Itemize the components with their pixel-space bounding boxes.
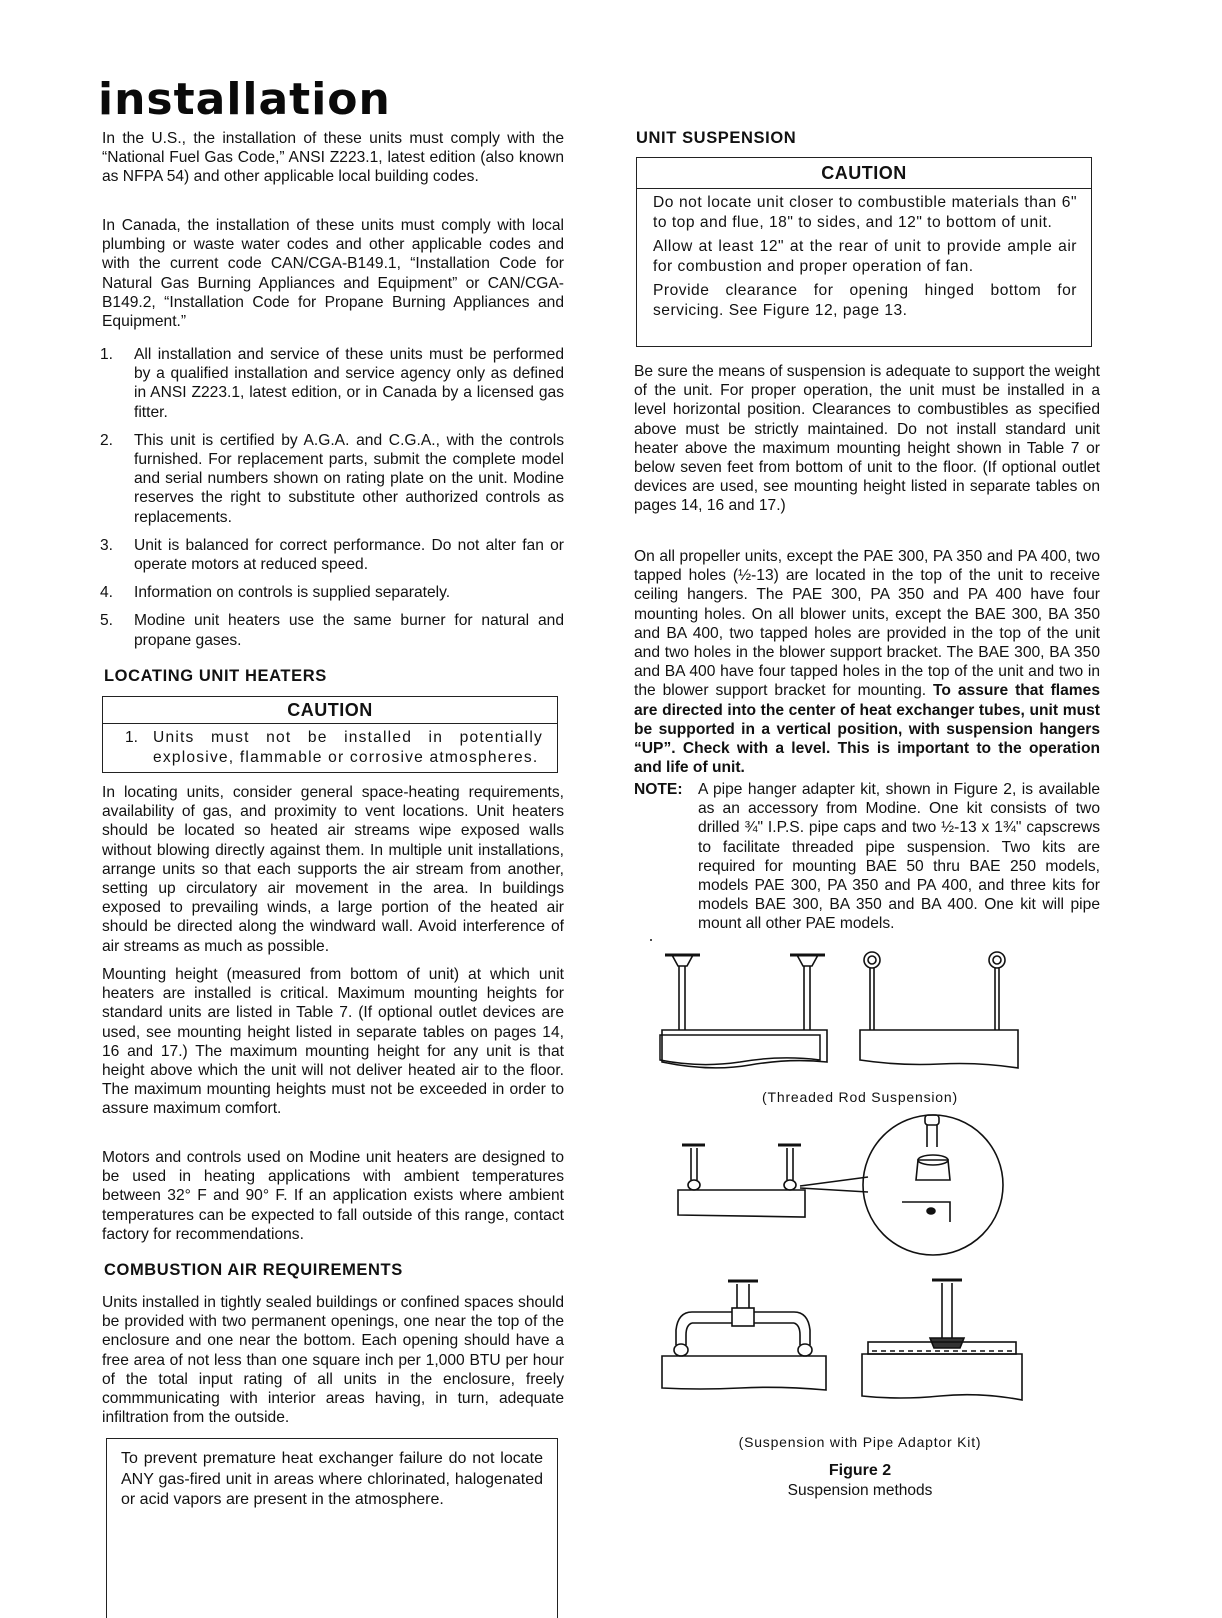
figure-2-drawings — [650, 940, 1070, 1440]
list-item — [100, 345, 564, 422]
intro-us-text: In the U.S., the installation of these units must comply with the “National Fuel Gas Code,” ANSI Z223.1, latest edition (also known as NFPA 54) and other applicable local building codes. — [102, 130, 564, 186]
locating-heading: LOCATING UNIT HEATERS — [104, 667, 327, 685]
combustion-paragraph — [102, 1293, 564, 1427]
figure-title: Figure 2 — [828, 1462, 892, 1479]
note-label: NOTE: — [634, 781, 683, 798]
threaded-rod-flange-drawing — [662, 955, 827, 1068]
pipe-cap-hanger-drawing — [678, 1115, 1003, 1255]
eye-bolt-drawing — [860, 952, 1018, 1068]
pipe-adaptor-caption: (Suspension with Pipe Adaptor Kit) — [738, 1434, 982, 1450]
locating-caution-box — [102, 696, 558, 773]
warning-text: To prevent premature heat exchanger failure do not locate ANY gas-fired unit in areas where chlorinated, halogenated or acid vapors are present in the atmosphere. — [121, 1450, 543, 1508]
pipe-tee-assembly-drawing — [662, 1281, 826, 1390]
list-item — [100, 431, 564, 527]
list-item-number: 3. — [100, 536, 114, 554]
locating-text-1: In locating units, consider general space-heating requirements, availability of gas, and proximity to vent locations. Unit heaters should be located so heated air streams wipe exposed walls without blowing directly against them. In multiple unit installations, arrange units so that each supports the air stream from another, setting up circulatory air movement in the area. In buildings exposed to prevailing winds, a large portion of the heated air should be directed along the windward wall. Avoid interference of air streams as much as possible. — [102, 784, 564, 955]
caution-paragraph: Provide clearance for opening hinged bottom for servicing. See Figure 12, page 13. — [653, 282, 1077, 319]
list-item-number: 2. — [100, 431, 114, 449]
locating-paragraph-3 — [102, 1148, 564, 1244]
list-item-text: Modine unit heaters use the same burner for natural and propane gases. — [134, 612, 564, 649]
list-item-number: 1. — [100, 346, 114, 363]
intro-canada-text: In Canada, the installation of these units must comply with local plumbing or waste water codes and other applicable codes and with the current code CAN/CGA-B149.1, “Installation Code for Natural Gas Burning Appliances and Equipment” or CAN/CGA-B149.2, “Installation Code for Propane Burning Appliances and Equipment.” — [102, 217, 564, 331]
note-text: A pipe hanger adapter kit, shown in Figure 2, is available as an accessory from Modine. One kit consists of two drilled ¾" I.P.S. pipe caps and two ½-13 x 1¾" capscrews to facilitate threaded pipe suspension. Two kits are required for mounting BAE 50 thru BAE 250 models, models PAE 300, PA 350 and PA 400, and three kits for models BAE 300, BA 350 and BA 400. One kit will pipe mount all other PAE models. — [698, 781, 1100, 933]
list-item-text: This unit is certified by A.G.A. and C.G.A., with the controls furnished. For replacement parts, submit the complete model and serial numbers shown on rating plate on the unit. Modine reserves the right to substitute other authorized controls as replacements. — [134, 431, 564, 526]
locating-paragraph-2 — [102, 965, 564, 1119]
intro-canada-paragraph — [102, 216, 564, 331]
suspension-heading: UNIT SUSPENSION — [636, 129, 797, 147]
suspension-caution-box — [636, 157, 1092, 347]
caution-title: CAUTION — [103, 697, 557, 724]
chlorinated-vapors-warning-box — [106, 1438, 558, 1618]
caution-paragraph: Allow at least 12" at the rear of unit to provide ample air for combustion and proper operation of fan. — [653, 238, 1077, 275]
list-item-number: 4. — [100, 584, 114, 602]
intro-us-paragraph — [102, 129, 564, 187]
suspension-paragraph-1 — [634, 362, 1100, 516]
combustion-text: Units installed in tightly sealed buildings or confined spaces should be provided with two permanent openings, one near the top of the enclosure and one near the bottom. Each opening should have a free area of not less than one square inch per 1,000 BTU per hour of the total input rating of all units in the enclosure, freely commmunicating with interior areas having, in turn, adequate infiltration from the outside. — [102, 1294, 564, 1427]
caution-title: CAUTION — [637, 158, 1091, 189]
requirements-list — [100, 345, 564, 659]
single-pipe-hanger-drawing — [862, 1280, 1022, 1400]
caution-item-number: 1. — [125, 729, 139, 746]
figure-subtitle: Suspension methods — [787, 1482, 933, 1499]
combustion-heading: COMBUSTION AIR REQUIREMENTS — [104, 1261, 403, 1279]
page-title: installation — [98, 74, 391, 125]
list-item — [100, 611, 564, 649]
locating-text-2: Mounting height (measured from bottom of unit) at which unit heaters are installed is critical. Maximum mounting heights for standard units are listed in Table 7. (If optional outlet devices are used, see mounting height listed in separate tables on pages 14, 16 and 17.) The maximum mounting height for any unit is that height above which the unit will not deliver heated air to the floor. The maximum mounting heights must not be exceeded in order to assure maximum comfort. — [102, 966, 564, 1118]
list-item-text: Information on controls is supplied separately. — [134, 584, 451, 602]
suspension-text-1: Be sure the means of suspension is adequate to support the weight of the unit. For proper operation, the unit must be installed in a level horizontal position. Clearances to combustibles as specified above must be strictly maintained. Do not install standard unit heater above the maximum mounting height shown in Table 7 or below seven feet from bottom of unit to the floor. (If optional outlet devices are used, see mounting height listed in separate tables on pages 14, 16 and 17.) — [634, 363, 1100, 515]
list-item-number: 5. — [100, 612, 114, 630]
threaded-rod-caption: (Threaded Rod Suspension) — [762, 1089, 958, 1105]
caution-text: Units must not be installed in potentially explosive, flammable or corrosive atmospheres. — [153, 729, 543, 766]
list-item-text: All installation and service of these units must be performed by a qualified installation and service agency only as defined in ANSI Z223.1, latest edition, or in Canada by a licensed gas fitter. — [134, 346, 564, 421]
caution-paragraph: Do not locate unit closer to combustible materials than 6" to top and flue, 18" to sides, and 12" to bottom of unit. — [653, 194, 1077, 231]
suspension-paragraph-2 — [634, 547, 1100, 777]
locating-paragraph-1 — [102, 783, 564, 956]
suspension-important-text: To assure that flames are directed into the center of heat exchanger tubes, unit must be supported in a vertical position, with suspension hangers “UP”. Check with a level. This is important to the operation and life of unit. — [634, 682, 1100, 777]
pipe-hanger-note — [634, 780, 1100, 940]
list-item — [100, 583, 564, 602]
list-item — [100, 536, 564, 574]
suspension-text-2: On all propeller units, except the PAE 300, PA 350 and PA 400, two tapped holes (½-13) are located in the top of the unit to receive ceiling hangers. The PAE 300, PA 350 and PA 400 have four mounting holes. On all blower units, except the BAE 300, BA 350 and BA 400, two tapped holes are provided in the top of the unit and two holes in the blower support bracket. The BAE 300, BA 350 and BA 400 have four tapped holes in the top of the unit and two in the blower support bracket for mounting. — [634, 548, 1100, 700]
locating-text-3: Motors and controls used on Modine unit heaters are designed to be used in heating applications with ambient temperatures between 32° F and 90° F. If an application exists where ambient temperatures can be expected to fall outside of this range, contact factory for recommendations. — [102, 1149, 564, 1243]
list-item-text: Unit is balanced for correct performance. Do not alter fan or operate motors at reduced speed. — [134, 536, 564, 574]
